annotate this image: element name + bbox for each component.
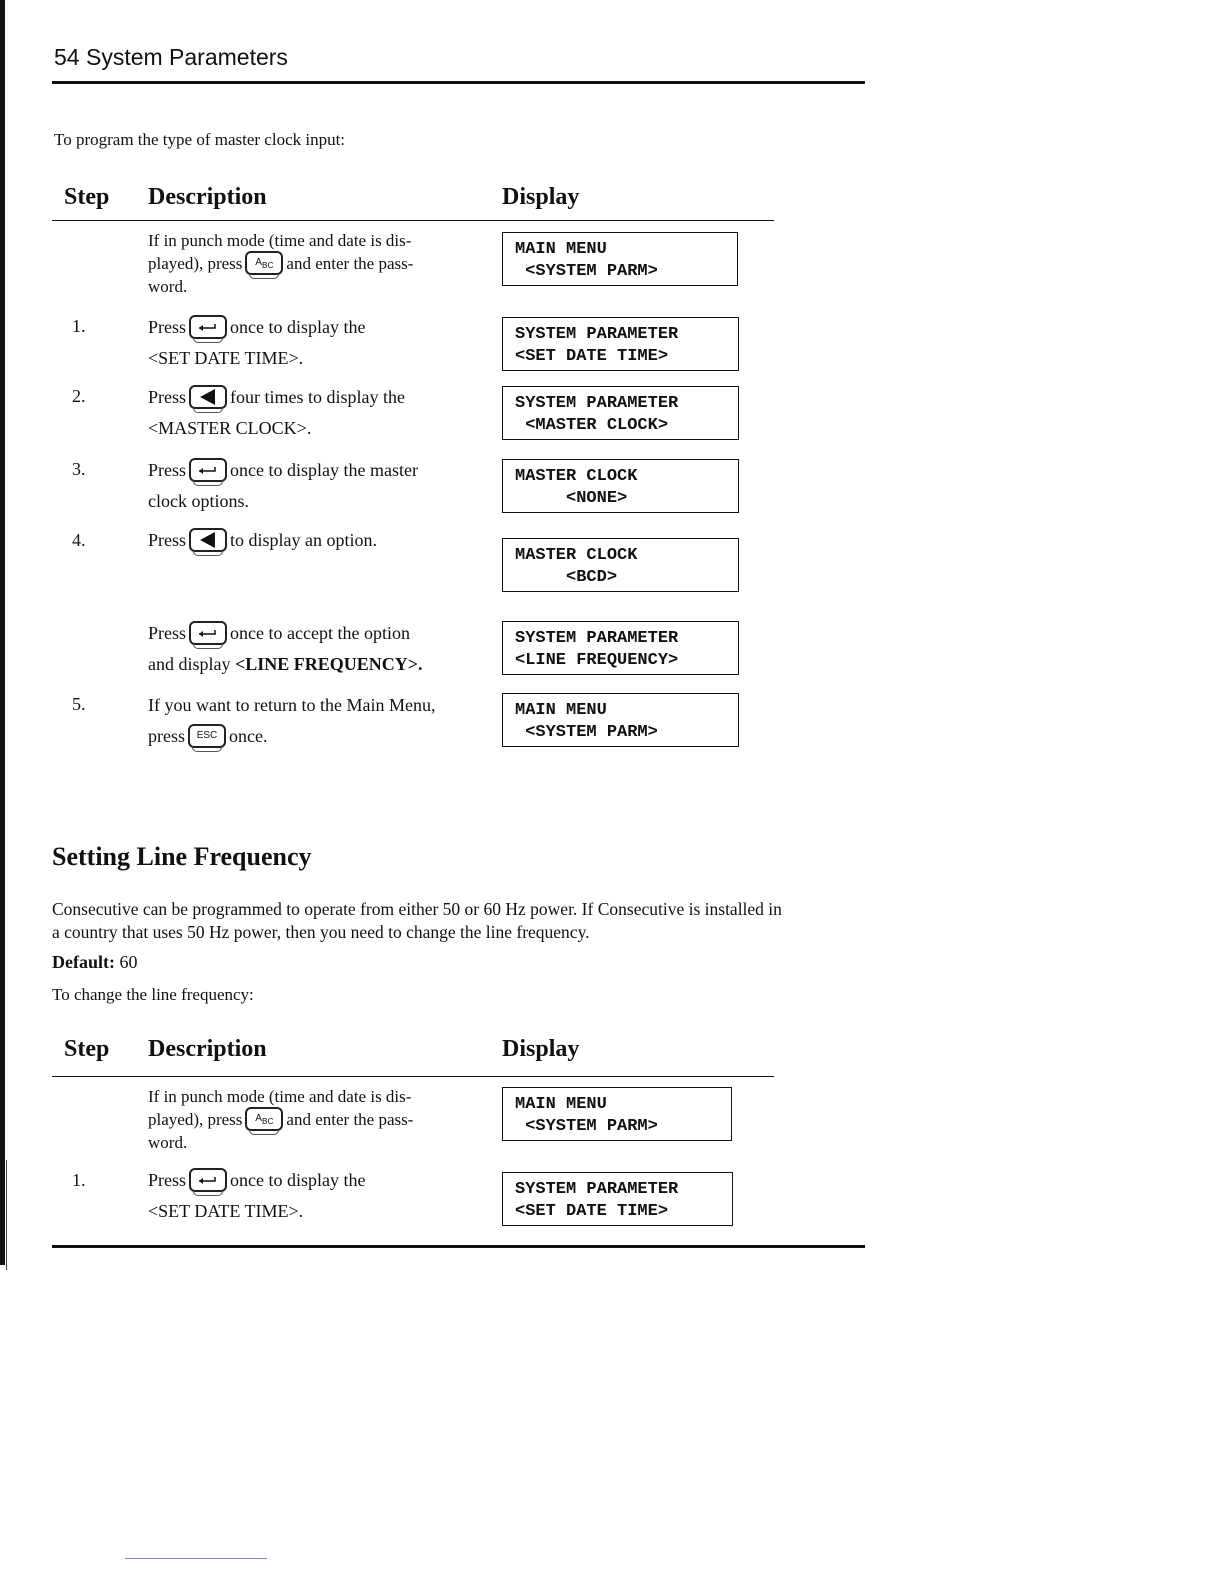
lcd-display: SYSTEM PARAMETER <SET DATE TIME> <box>502 317 739 371</box>
step-number: 1. <box>72 1170 86 1190</box>
lcd-display: SYSTEM PARAMETER <LINE FREQUENCY> <box>502 621 739 675</box>
col-display-heading: Display <box>502 1036 580 1062</box>
page-edge-mark <box>6 1160 7 1270</box>
lcd-display: MAIN MENU <SYSTEM PARM> <box>502 693 739 747</box>
footer-rule <box>52 1245 865 1248</box>
left-arrow-key-icon <box>189 385 227 409</box>
enter-key-icon <box>189 315 227 339</box>
lcd-display: MASTER CLOCK <BCD> <box>502 538 739 592</box>
lcd-display: MASTER CLOCK <NONE> <box>502 459 739 513</box>
col-description-heading: Description <box>148 184 267 210</box>
enter-key-icon <box>189 1168 227 1192</box>
col-description-heading: Description <box>148 1036 267 1062</box>
esc-key-icon: ESC <box>188 724 226 748</box>
step-description: Press to display an option. <box>148 525 483 556</box>
step-description: Press once to display the <SET DATE TIME>. <box>148 312 483 374</box>
page-title: 54 System Parameters <box>54 44 288 70</box>
section2-intro: To change the line frequency: <box>52 985 254 1004</box>
section-title: Setting Line Frequency <box>52 842 312 871</box>
lcd-display: SYSTEM PARAMETER <MASTER CLOCK> <box>502 386 739 440</box>
col-step-heading: Step <box>64 184 110 210</box>
step-description: If you want to return to the Main Menu, press ESC once. <box>148 695 436 746</box>
page-edge-bar <box>0 0 5 1265</box>
step-description: If in punch mode (time and date is dis- played), press $A_{BC}$ and enter the pass- word. <box>148 231 414 297</box>
table-rule <box>52 1076 774 1077</box>
bottom-divider <box>125 1558 267 1559</box>
abc-key-icon: $A_{BC}$ <box>245 1107 283 1131</box>
lcd-display: SYSTEM PARAMETER <SET DATE TIME> <box>502 1172 733 1226</box>
table-rule <box>52 220 774 221</box>
step-description: Press once to display the <SET DATE TIME>. <box>148 1165 483 1227</box>
abc-key-icon: $A_{BC}$ <box>245 251 283 275</box>
enter-key-icon <box>189 621 227 645</box>
step-description: Press four times to display the <MASTER CLOCK>. <box>148 382 483 444</box>
step-description: If in punch mode (time and date is dis- played), press $A_{BC}$ and enter the pass- word. <box>148 1087 414 1153</box>
default-value: Default: 60 <box>52 952 138 972</box>
step-number: 3. <box>72 459 86 479</box>
section1-intro: To program the type of master clock input: <box>54 130 346 149</box>
col-display-heading: Display <box>502 184 580 210</box>
header-rule <box>52 81 865 84</box>
section-paragraph: Consecutive can be programmed to operate from either 50 or 60 Hz power. If Consecutive is installed in a country that uses 50 Hz power, then you need to change the line frequency. <box>52 899 782 942</box>
step-number: 4. <box>72 530 86 550</box>
enter-key-icon <box>189 458 227 482</box>
step-description: Press once to display the master clock options. <box>148 455 483 517</box>
step-number: 1. <box>72 316 86 336</box>
step-number: 5. <box>72 694 86 714</box>
col-step-heading: Step <box>64 1036 110 1062</box>
lcd-display: MAIN MENU <SYSTEM PARM> <box>502 1087 732 1141</box>
left-arrow-key-icon <box>189 528 227 552</box>
step-number: 2. <box>72 386 86 406</box>
lcd-display: MAIN MENU <SYSTEM PARM> <box>502 232 738 286</box>
step-description: Press once to accept the option and display <LINE FREQUENCY>. <box>148 618 483 680</box>
